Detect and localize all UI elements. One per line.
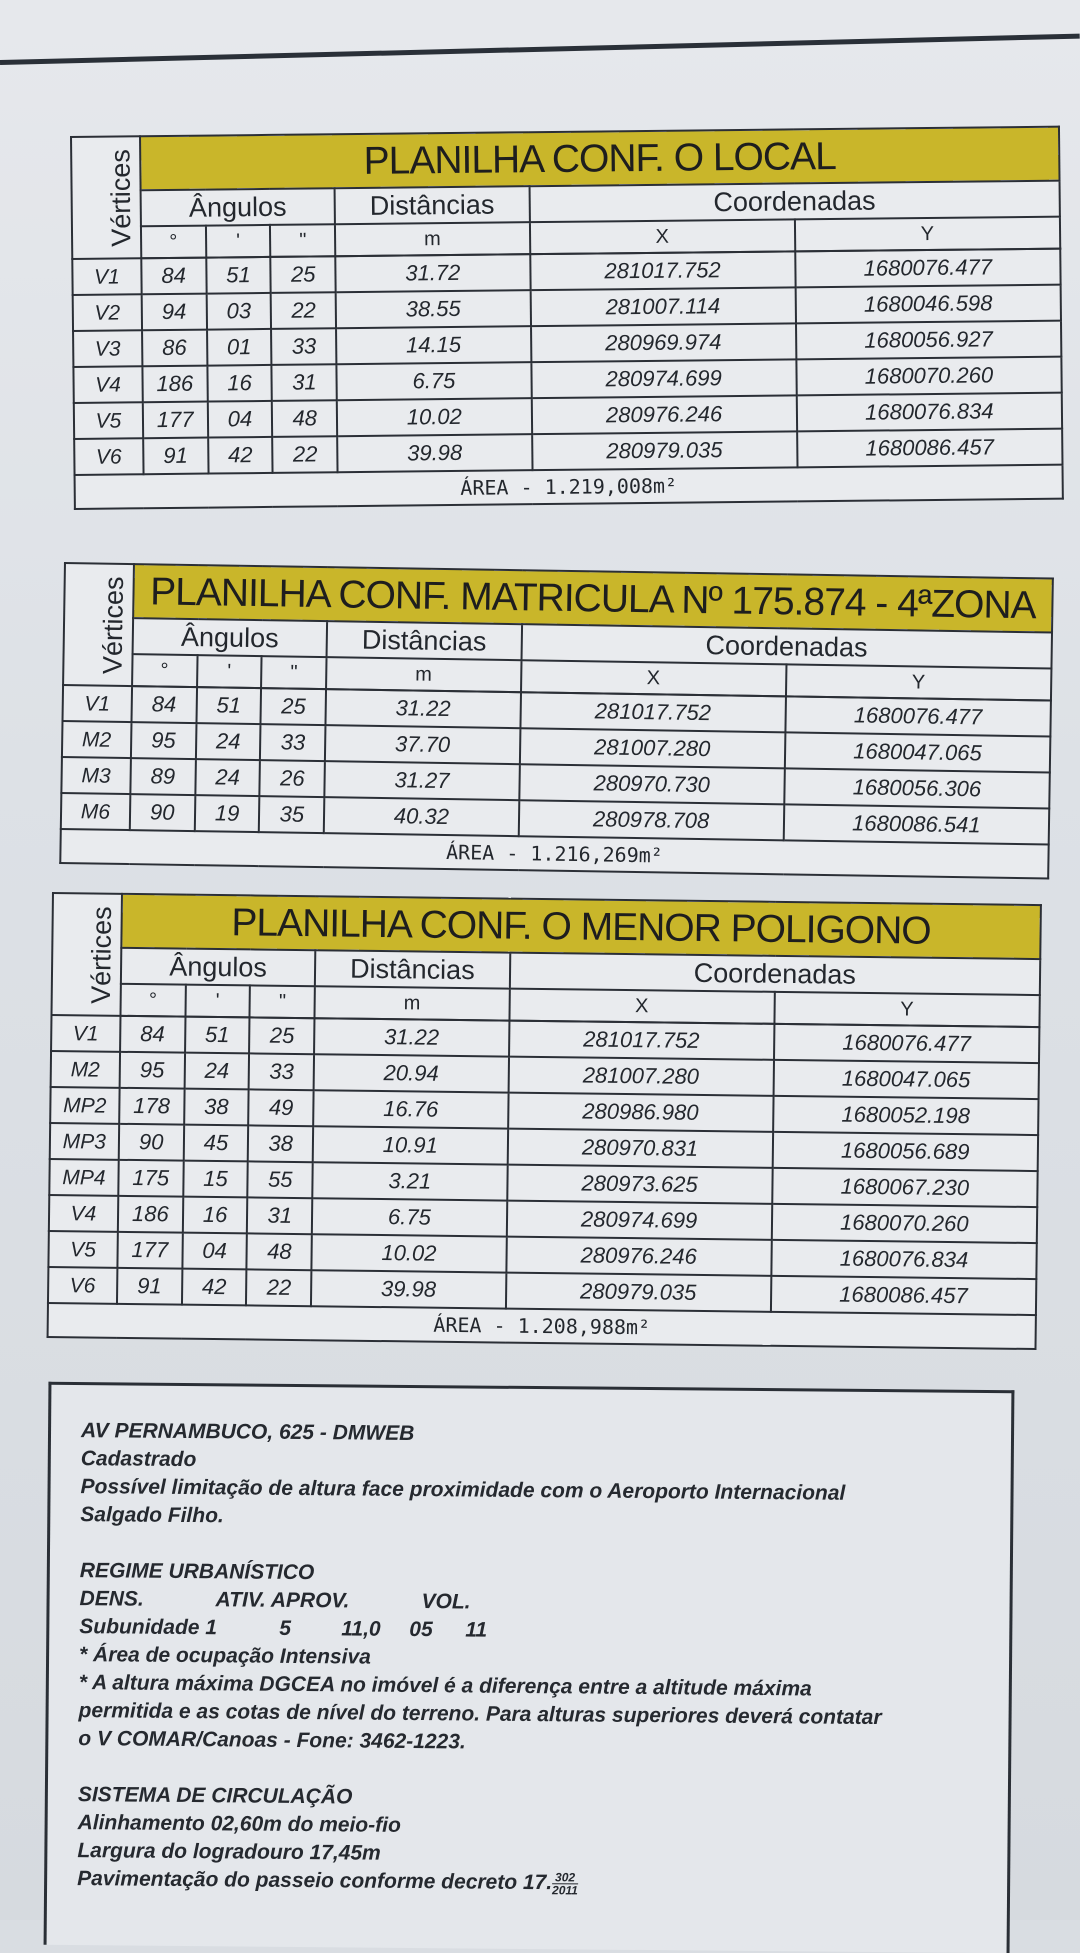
coord-y-cell: 1680056.927 (796, 321, 1062, 360)
circulation-decree-text: Pavimentação do passeio conforme decreto 17. (77, 1867, 553, 1895)
angle-minutes-cell: 42 (182, 1269, 247, 1306)
seconds-header: " (250, 985, 315, 1018)
angle-degrees-cell: 186 (142, 366, 207, 403)
distancias-header: Distâncias (327, 621, 522, 660)
angle-seconds-cell: 48 (247, 1233, 312, 1270)
angle-degrees-cell: 95 (131, 722, 196, 759)
distance-cell: 10.02 (312, 1234, 507, 1272)
angle-degrees-cell: 91 (117, 1268, 182, 1305)
vertex-cell: V4 (73, 366, 142, 403)
coord-x-cell: 281017.752 (530, 251, 796, 290)
area-note: * Área de ocupação Intensiva (78, 1643, 371, 1669)
coord-y-cell: 1680070.260 (772, 1204, 1038, 1243)
vertex-cell: M6 (61, 793, 130, 830)
planilha-table (70, 126, 1064, 510)
angle-minutes-cell: 45 (183, 1125, 248, 1162)
vertices-header (71, 136, 141, 259)
angle-degrees-cell: 91 (143, 438, 208, 475)
coord-y-cell: 1680086.541 (783, 804, 1049, 844)
regime-ativ-value: 11,0 (341, 1617, 381, 1641)
distancias-header: Distâncias (335, 186, 530, 224)
table-title: PLANILHA CONF. MATRICULA Nº 175.874 - 4ªZONA (133, 564, 1053, 632)
vertex-cell: MP3 (50, 1123, 119, 1160)
circulation-line-2: Largura do logradouro 17,45m (77, 1839, 381, 1865)
regime-aprov-value: 05 (409, 1617, 433, 1642)
dgcea-line-2: permitida e as cotas de nível do terreno. Para alturas superiores deverá contatar (78, 1699, 882, 1730)
minutes-header: ' (206, 225, 271, 258)
angle-degrees-cell: 90 (130, 794, 195, 831)
degrees-header: ° (132, 654, 197, 687)
vertex-cell: V5 (74, 402, 143, 439)
meters-header: m (335, 222, 530, 256)
vertices-header (63, 563, 134, 686)
angle-seconds-cell: 22 (246, 1269, 311, 1306)
regime-header-ativ: ATIV. APROV. (215, 1588, 350, 1613)
info-box (44, 1382, 1015, 1953)
vertex-cell: V5 (48, 1231, 117, 1268)
area-total: ÁREA - 1.216,269m² (60, 829, 1048, 879)
planilha-table (47, 892, 1042, 1350)
angle-seconds-cell: 55 (248, 1161, 313, 1198)
degrees-header: ° (120, 984, 185, 1017)
dgcea-line-3: o V COMAR/Canoas - Fone: 3462-1223. (78, 1727, 466, 1754)
table-title: PLANILHA CONF. O LOCAL (140, 127, 1060, 191)
coord-x-cell: 280974.699 (531, 359, 797, 398)
vertex-cell: V6 (48, 1267, 117, 1304)
table-title: PLANILHA CONF. O MENOR POLIGONO (121, 894, 1041, 959)
coordenadas-header: Coordenadas (509, 953, 1040, 995)
angle-degrees-cell: 178 (119, 1088, 184, 1125)
distance-cell: 16.76 (313, 1090, 508, 1128)
distance-cell: 10.02 (337, 398, 532, 436)
coord-y-cell: 1680046.598 (795, 285, 1061, 324)
distance-cell: 6.75 (312, 1198, 507, 1236)
angle-seconds-cell: 49 (249, 1089, 314, 1126)
angle-minutes-cell: 19 (194, 795, 259, 832)
limitation-line-1: Possível limitação de altura face proximidade com o Aeroporto Internacional (80, 1475, 846, 1505)
decree-number: 302 (552, 1871, 578, 1884)
angulos-header: Ângulos (121, 948, 316, 986)
distance-cell: 31.72 (335, 254, 530, 292)
coord-y-cell: 1680076.477 (774, 1024, 1040, 1063)
vertex-cell: M3 (61, 757, 130, 794)
distance-cell: 31.27 (325, 761, 520, 800)
vertex-cell: M2 (62, 721, 131, 758)
coord-y-cell: 1680076.477 (785, 696, 1051, 736)
coord-x-cell: 281017.752 (520, 692, 786, 732)
coord-y-cell: 1680086.457 (771, 1276, 1037, 1315)
planilha-table (59, 562, 1054, 880)
coord-y-cell: 1680047.065 (785, 732, 1051, 772)
angle-minutes-cell: 42 (208, 437, 273, 474)
angle-degrees-cell: 84 (141, 258, 206, 295)
vertex-cell: V3 (73, 330, 142, 367)
angle-minutes-cell: 24 (184, 1053, 249, 1090)
angle-seconds-cell: 33 (249, 1053, 314, 1090)
coord-y-cell: 1680076.477 (795, 249, 1061, 288)
y-header: Y (795, 217, 1061, 252)
angle-seconds-cell: 25 (261, 688, 326, 725)
distance-cell: 3.21 (312, 1162, 507, 1200)
angle-seconds-cell: 26 (260, 760, 325, 797)
regime-title: REGIME URBANÍSTICO (79, 1559, 315, 1585)
distance-cell: 20.94 (314, 1054, 509, 1092)
coord-y-cell: 1680076.834 (771, 1240, 1037, 1279)
vertex-cell: V4 (49, 1195, 118, 1232)
coord-y-cell: 1680047.065 (773, 1060, 1039, 1099)
address-line: AV PERNAMBUCO, 625 - DMWEB (80, 1419, 415, 1445)
coord-x-cell: 280979.035 (505, 1273, 771, 1312)
angle-minutes-cell: 16 (207, 365, 272, 402)
angle-seconds-cell: 22 (271, 292, 336, 329)
meters-header: m (326, 657, 521, 692)
regime-subunidade: Subunidade 1 (79, 1615, 218, 1640)
angle-degrees-cell: 94 (141, 294, 206, 331)
coord-x-cell: 280970.831 (507, 1129, 773, 1168)
coord-x-cell: 281007.280 (508, 1057, 774, 1096)
angle-degrees-cell: 175 (118, 1160, 183, 1197)
vertex-cell: V1 (72, 258, 141, 295)
distance-cell: 31.22 (326, 689, 521, 728)
angulos-header: Ângulos (132, 618, 327, 657)
coord-y-cell: 1680052.198 (773, 1096, 1039, 1135)
area-total: ÁREA - 1.208,988m² (48, 1303, 1036, 1349)
angle-degrees-cell: 90 (119, 1124, 184, 1161)
limitation-line-2: Salgado Filho. (80, 1503, 224, 1528)
coord-x-cell: 280986.980 (508, 1093, 774, 1132)
vertex-cell: V1 (63, 685, 132, 722)
distancias-header: Distâncias (315, 950, 510, 988)
coord-x-cell: 281017.752 (509, 1021, 775, 1060)
degrees-header: ° (141, 226, 206, 259)
x-header: X (529, 219, 795, 254)
vertices-label: Vértices (105, 148, 137, 247)
minutes-header: ' (197, 655, 262, 688)
regime-vol-value: 11 (465, 1618, 488, 1642)
seconds-header: " (270, 224, 335, 257)
vertices-label: Vértices (97, 575, 130, 674)
angle-minutes-cell: 24 (195, 759, 260, 796)
angle-degrees-cell: 186 (118, 1196, 183, 1233)
angle-minutes-cell: 24 (196, 723, 261, 760)
coord-y-cell: 1680086.457 (797, 429, 1063, 468)
x-header: X (521, 660, 787, 696)
angle-degrees-cell: 84 (120, 1016, 185, 1053)
coord-x-cell: 281007.280 (519, 728, 785, 768)
distance-cell: 37.70 (325, 725, 520, 764)
y-header: Y (786, 664, 1052, 700)
coord-x-cell: 280974.699 (506, 1201, 772, 1240)
distance-cell: 31.22 (314, 1018, 509, 1056)
coord-x-cell: 281007.114 (530, 287, 796, 326)
angle-seconds-cell: 31 (272, 364, 337, 401)
vertex-cell: V6 (74, 438, 143, 475)
decree-year: 2011 (552, 1883, 578, 1898)
angle-degrees-cell: 86 (142, 330, 207, 367)
angle-minutes-cell: 38 (184, 1089, 249, 1126)
angle-minutes-cell: 16 (182, 1197, 247, 1234)
vertices-label: Vértices (85, 905, 118, 1004)
y-header: Y (774, 992, 1040, 1027)
coord-x-cell: 280979.035 (532, 431, 798, 470)
angle-seconds-cell: 25 (249, 1017, 314, 1054)
coord-y-cell: 1680056.689 (772, 1132, 1038, 1171)
coordenadas-header: Coordenadas (529, 181, 1060, 223)
seconds-header: " (261, 656, 326, 689)
distance-cell: 38.55 (336, 290, 531, 328)
angle-minutes-cell: 51 (206, 257, 271, 294)
coordenadas-header: Coordenadas (521, 624, 1052, 668)
vertex-cell: V1 (51, 1015, 120, 1052)
angle-seconds-cell: 22 (273, 436, 338, 473)
coord-x-cell: 280969.974 (531, 323, 797, 362)
coord-x-cell: 280976.246 (506, 1237, 772, 1276)
distance-cell: 39.98 (337, 434, 532, 472)
angle-seconds-cell: 48 (272, 400, 337, 437)
angle-minutes-cell: 51 (196, 687, 261, 724)
meters-header: m (315, 986, 510, 1020)
regime-header-dens: DENS. (79, 1587, 144, 1611)
angle-minutes-cell: 04 (182, 1233, 247, 1270)
vertices-header (51, 893, 121, 1016)
angle-seconds-cell: 31 (247, 1197, 312, 1234)
angle-minutes-cell: 51 (185, 1017, 250, 1054)
circulation-title: SISTEMA DE CIRCULAÇÃO (77, 1783, 353, 1809)
angle-minutes-cell: 15 (183, 1161, 248, 1198)
distance-cell: 40.32 (324, 797, 519, 836)
coord-y-cell: 1680070.260 (796, 357, 1062, 396)
angle-seconds-cell: 35 (259, 796, 324, 833)
vertex-cell: MP2 (50, 1087, 119, 1124)
angle-minutes-cell: 04 (207, 401, 272, 438)
regime-header-vol: VOL. (421, 1590, 471, 1614)
minutes-header: ' (185, 985, 250, 1018)
angle-minutes-cell: 01 (207, 329, 272, 366)
vertex-cell: M2 (51, 1051, 120, 1088)
angle-degrees-cell: 177 (143, 402, 208, 439)
status-line: Cadastrado (80, 1447, 197, 1472)
coord-x-cell: 280978.708 (518, 800, 784, 840)
distance-cell: 10.91 (313, 1126, 508, 1164)
coord-y-cell: 1680076.834 (796, 393, 1062, 432)
coord-x-cell: 280976.246 (531, 395, 797, 434)
angle-seconds-cell: 38 (248, 1125, 313, 1162)
circulation-line-1: Alinhamento 02,60m do meio-fio (77, 1811, 401, 1837)
coord-y-cell: 1680056.306 (784, 768, 1050, 808)
angle-degrees-cell: 177 (117, 1232, 182, 1269)
angle-minutes-cell: 03 (206, 293, 271, 330)
angle-degrees-cell: 95 (119, 1052, 184, 1089)
vertex-cell: V2 (73, 294, 142, 331)
x-header: X (509, 989, 775, 1024)
regime-dens-value: 5 (279, 1616, 292, 1640)
angle-seconds-cell: 33 (260, 724, 325, 761)
angle-degrees-cell: 89 (130, 758, 195, 795)
vertex-cell: MP4 (49, 1159, 118, 1196)
distance-cell: 14.15 (336, 326, 531, 364)
dgcea-line-1: * A altura máxima DGCEA no imóvel é a diferença entre a altitude máxima (78, 1671, 812, 1701)
angle-seconds-cell: 25 (271, 256, 336, 293)
distance-cell: 39.98 (311, 1270, 506, 1308)
distance-cell: 6.75 (337, 362, 532, 400)
area-total: ÁREA - 1.219,008m² (75, 465, 1063, 509)
coord-y-cell: 1680067.230 (772, 1168, 1038, 1207)
angle-degrees-cell: 84 (131, 686, 196, 723)
angle-seconds-cell: 33 (271, 328, 336, 365)
coord-x-cell: 280970.730 (519, 764, 785, 804)
angulos-header: Ângulos (140, 188, 335, 226)
coord-x-cell: 280973.625 (507, 1165, 773, 1204)
